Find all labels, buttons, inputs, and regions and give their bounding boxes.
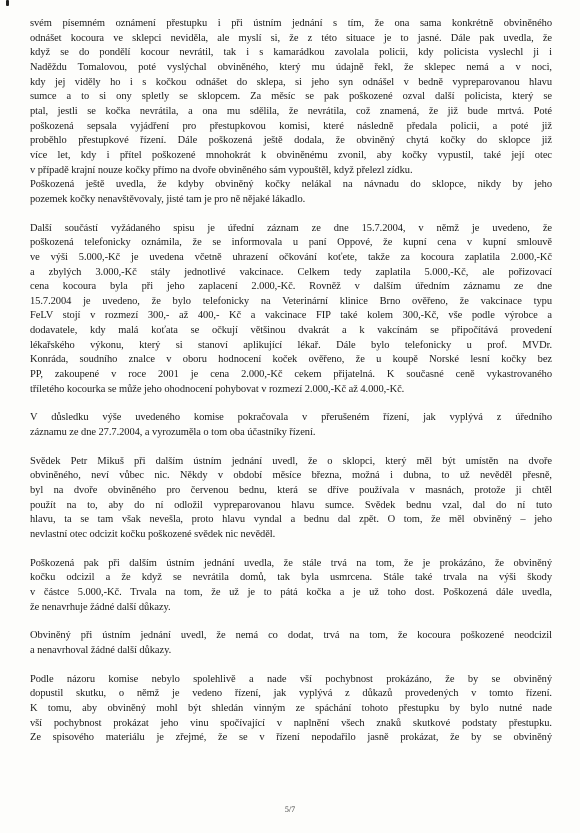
text-line: záznamu ze dne 27.7.2004, a vyrozuměla o tom oba účastníky řízení. (30, 427, 316, 439)
paragraph-5 (30, 557, 552, 616)
text-line: ptal, jestli se kočka nevrátila, a ona mu sdělila, že nevrátila, což znamená, že již bude mrtvá. Poté (30, 105, 552, 117)
text-line: sumce a to si ony spletly se sklopcem. Za měsíc se pak poškozené ozval další policista, který se (30, 91, 552, 103)
text-line: V důsledku výše uvedeného komise pokračovala v přerušeném řízení, jak vyplývá z úředního (30, 412, 552, 424)
text-line: Podle názoru komise nebylo spolehlivě a nade vší pochybnost prokázáno, že by se obviněný (30, 673, 552, 685)
text-line: hlavu, ta se tam však nevešla, proto hlavu vyndal a bednu dal zpět. O tom, že měl obviněný – jeho (30, 514, 552, 526)
text-line: ve výši 5.000,-Kč je uvedena včetně uhrazení očkování koťete, takže za kocoura zaplatila 2.000,-Kč (30, 251, 552, 263)
text-line: Konráda, soudního znalce v oboru hodnocení koček ověřeno, že u koupě Norské lesní kočky bez (30, 354, 552, 366)
text-line: a zbylých 3.000,-Kč stály jednotlivé vakcinace. Celkem tedy zaplatila 5.000,-Kč, ale pořizovací (30, 266, 552, 278)
paragraph-3 (30, 411, 552, 440)
text-line: více let, kdy i přítel poškozené mnohokrát k obviněnému zvonil, aby kočky vypustil, také její otec (30, 149, 552, 161)
text-line: že nenavrhuje žádné další důkazy. (30, 601, 171, 613)
text-line: kdy jej viděly ho i s kočkou odnášet do sklepa, si jeho syn odnášel v bedně vypreparovanou hlavu (30, 76, 552, 88)
paragraph-6 (30, 629, 552, 658)
text-line: obviněného, neví vůbec nic. Někdy v období měsíce března, možná i dubna, to už nevěděl přesně, (30, 470, 552, 482)
text-line: Svědek Petr Mikuš při dalším ústním jednání uvedl, že o sklopci, který měl být umístěn na dvoře (30, 455, 552, 467)
text-line: byl na dvoře obviněného pro červenou bednu, která se dříve používala v masnách, protože ji chtěl (30, 485, 552, 497)
paragraph-4 (30, 455, 552, 543)
text-line: Poškozená ještě uvedla, že kdyby obviněný kočky nelákal na návnadu do sklopce, nikdy by jeho (30, 179, 552, 191)
text-line: lékařského výkonu, který si stanoví aplikující lékař. Dále bylo telefonicky u prof. MVDr. (30, 339, 552, 351)
text-line: v případě krajní nouze kočky přímo na dvoře obviněného sám vypouštěl, když přelezl zídku. (30, 164, 413, 176)
document-body (30, 17, 552, 746)
text-line: Poškozená pak při dalším ústním jednání uvedla, že stále trvá na tom, že je prokázáno, že obviněný (30, 557, 552, 569)
text-line: pozemek kočky nenavštěvovaly, jisté tam je pro ně nějaké lákadlo. (30, 193, 306, 205)
text-line: kočku odcizil a že když se nevrátila domů, tak byla usmrcena. Stále také trvala na výši škody (30, 572, 552, 584)
text-line: Naděždu Tomalovou, poté vyslýchal obviněného, který mu údajně řekl, že sklepec nemá a v noci, (30, 61, 552, 73)
text-line: použít na to, aby do ní odložil vypreparovanou hlavu sumce. Svědek bednu vzal, dal do ní tuto (30, 499, 552, 511)
paragraph-1 (30, 17, 552, 208)
text-line: FeLV stojí v rozmezí 300,- až 400,- Kč a vakcinace FIP také kolem 300,-Kč, vše podle výrobce a (30, 310, 552, 322)
text-line: K tomu, aby obviněný mohl být shledán vinným ze spáchání tohoto přestupku by bylo nutné nade (30, 702, 552, 714)
text-line: dopustil skutku, o němž je vedeno řízení, jak vyplývá z důkazů provedených v tomto řízení. (30, 688, 552, 700)
text-line: dodavatele, kdy malá koťata se očkují většinou dvakrát a k vakcínám se připočítává provedení (30, 325, 552, 337)
text-line: tříletého kocourka se může jeho ohodnocení pohybovat v rozmezí 2.000,-Kč až 4.000,-Kč. (30, 383, 405, 395)
text-line: a nenavrhoval žádné další důkazy. (30, 644, 172, 656)
text-line: Další součástí vyžádaného spisu je úřední záznam ze dne 15.7.2004, v němž je uvedeno, že (30, 222, 552, 234)
text-line: nevlastní otec odcizit kočku poškozené svědek nic nevěděl. (30, 529, 276, 540)
paragraph-2 (30, 222, 552, 398)
text-line: PP, zakoupené v roce 2001 je cena 2.000,-Kč cekem přijatelná. K současné ceně vykastrovaného (30, 369, 552, 381)
text-line: vší pochybnost prokázat jeho vinu spočívající v naplnění všech znaků skutkové podstaty přestupku. (30, 717, 552, 729)
text-line: poškozená telefonicky oznámila, že se informovala u paní Oppové, že kupní cena v kupní smlouvě (30, 237, 552, 249)
text-line: když se do pondělí kocour nevrátil, tak i s kamarádkou zavolala policii, kdy policista vyslechl ji i (30, 47, 552, 59)
text-line: 15.7.2004 je uvedeno, že bylo telefonicky na Veterinární klinice Brno ověřeno, že vakcinace typu (30, 295, 552, 307)
paragraph-7 (30, 673, 552, 746)
page-number: 5/7 (284, 805, 296, 814)
text-line: cena kocoura byla při jeho zaplacení 2.000,-Kč. Rovněž v dalším úředním záznamu ze dne (30, 281, 552, 293)
text-line: Obviněný při ústním jednání uvedl, že nemá co dodat, trvá na tom, že kocoura poškozené neodcizil (30, 630, 552, 642)
text-line: odnášet kocoura ve sklepci neviděla, ale myslí si, že z této situace je to jasné. Dále pak uvedla, že (30, 32, 552, 44)
text-line: v částce 5.000,-Kč. Trvala na tom, že už je to pátá kočka a je už toho dost. Poškozená dále uvedla, (30, 586, 552, 598)
text-line: Ze spisového materiálu je zřejmé, že se v řízení nepodařilo jasně prokázat, že by se obviněný (30, 732, 552, 744)
text-line: proběhlo přestupkové řízení. Dále poškozená ještě dodala, že obviněný chytá kočky do sklopce již (30, 135, 552, 147)
text-line: svém písemném oznámení přestupku i při ústním jednání s tím, že ona sama konkrétně obviněného (30, 18, 552, 29)
scan-mark (6, 0, 9, 6)
text-line: poškozená sepsala vyjádření pro přestupkovou komisi, které následně předala policii, a poté již (30, 120, 552, 132)
